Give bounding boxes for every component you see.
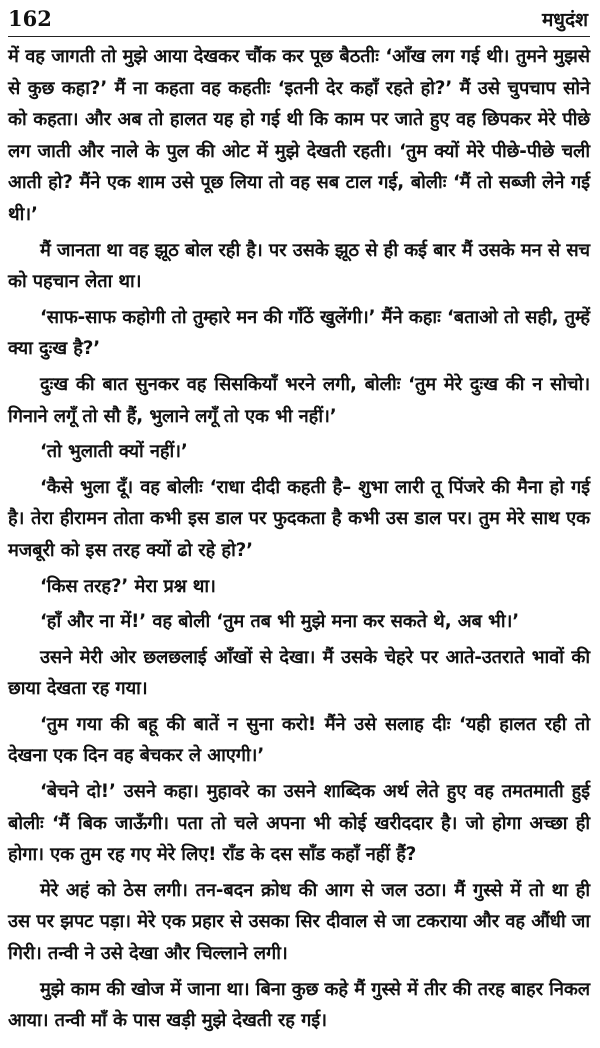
paragraph: दुःख की बात सुनकर वह सिसकियाँ भरने लगी, बोलीः ‘तुम मेरे दुःख की न सोचो। गिनाने लगूँ तो सौ हैं, भुलाने लगूँ तो एक भी नहीं।’ [8, 373, 590, 427]
body-text [8, 41, 590, 1037]
paragraph: ‘कैसे भुला दूँ। वह बोलीः ‘राधा दीदी कहती है– शुभा लारी तू पिंजरे की मैना हो गई है। तेरा हीरामन तोता कभी इस डाल पर फुदकता है कभी उस डाल पर। तुम मेरे साथ एक मजबूरी को इस तरह क्यों ढो रहे हो?’ [8, 476, 590, 561]
paragraph: ‘बेचने दो!’ उसने कहा। मुहावरे का उसने शाब्दिक अर्थ लेते हुए वह तमतमाती हुई बोलीः ‘मैं बिक जाऊँगी। पता तो चले अपना भी कोई खरीददार है। जो होगा अच्छा ही होगा। एक तुम रह गए मेरे लिए! राँड के दस साँड कहाँ नहीं हैं? [8, 781, 590, 866]
page-header [8, 6, 590, 37]
paragraph: ‘तो भुलाती क्यों नहीं।’ [40, 441, 188, 463]
paragraph: मुझे काम की खोज में जाना था। बिना कुछ कहे मैं गुस्से में तीर की तरह बाहर निकल आया। तन्वी माँ के पास खड़ी मुझे देखती रह गई। [8, 978, 590, 1032]
paragraph: उसने मेरी ओर छलछलाई आँखों से देखा। मैं उसके चेहरे पर आते-उतराते भावों की छाया देखता रह गया। [8, 646, 590, 700]
running-head: मधुदंश [541, 9, 588, 31]
paragraph: ‘हाँ और ना में!’ वह बोली ‘तुम तब भी मुझे मना कर सकते थे, अब भी।’ [40, 611, 520, 633]
paragraph: ‘तुम गया की बहू की बातें न सुना करो! मैंने उसे सलाह दीः ‘यही हालत रही तो देखना एक दिन वह बेचकर ले आएगी।’ [8, 713, 590, 767]
page-number: 162 [8, 6, 52, 31]
paragraph: ‘साफ-साफ कहोगी तो तुम्हारे मन की गाँठें खुलेंगी।’ मैंने कहाः ‘बताओ तो सही, तुम्हें क्या दुःख है?’ [8, 306, 590, 360]
paragraph: मैं जानता था वह झूठ बोल रही है। पर उसके झूठ से ही कई बार मैं उसके मन से सच को पहचान लेता था। [8, 239, 590, 293]
paragraph: में वह जागती तो मुझे आया देखकर चौंक कर पूछ बैठतीः ‘आँख लग गई थी। तुमने मुझसे से कुछ कहा?’ मैं ना कहता वह कहतीः ‘इतनी देर कहाँ रहते हो?’ मैं उसे चुपचाप सोने को कहता। और अब तो हालत यह हो गई थी कि काम पर जाते हुए वह छिपकर मेरे पीछे लग जाती और नाले के पुल की ओट में मुझे देखती रहती। ‘तुम क्यों मेरे पीछे-पीछे चली आती हो? मैंने एक शाम उसे पूछ लिया तो वह सब टाल गई, बोलीः ‘मैं तो सब्जी लेने गई थी।’ [8, 46, 590, 225]
paragraph: मेरे अहं को ठेस लगी। तन-बदन क्रोध की आग से जल उठा। मैं गुस्से में तो था ही उस पर झपट पड़ा। मेरे एक प्रहार से उसका सिर दीवाल से जा टकराया और वह औंधी जा गिरी। तन्वी ने उसे देखा और चिल्लाने लगी। [8, 879, 590, 965]
paragraph: ‘किस तरह?’ मेरा प्रश्न था। [40, 575, 216, 597]
